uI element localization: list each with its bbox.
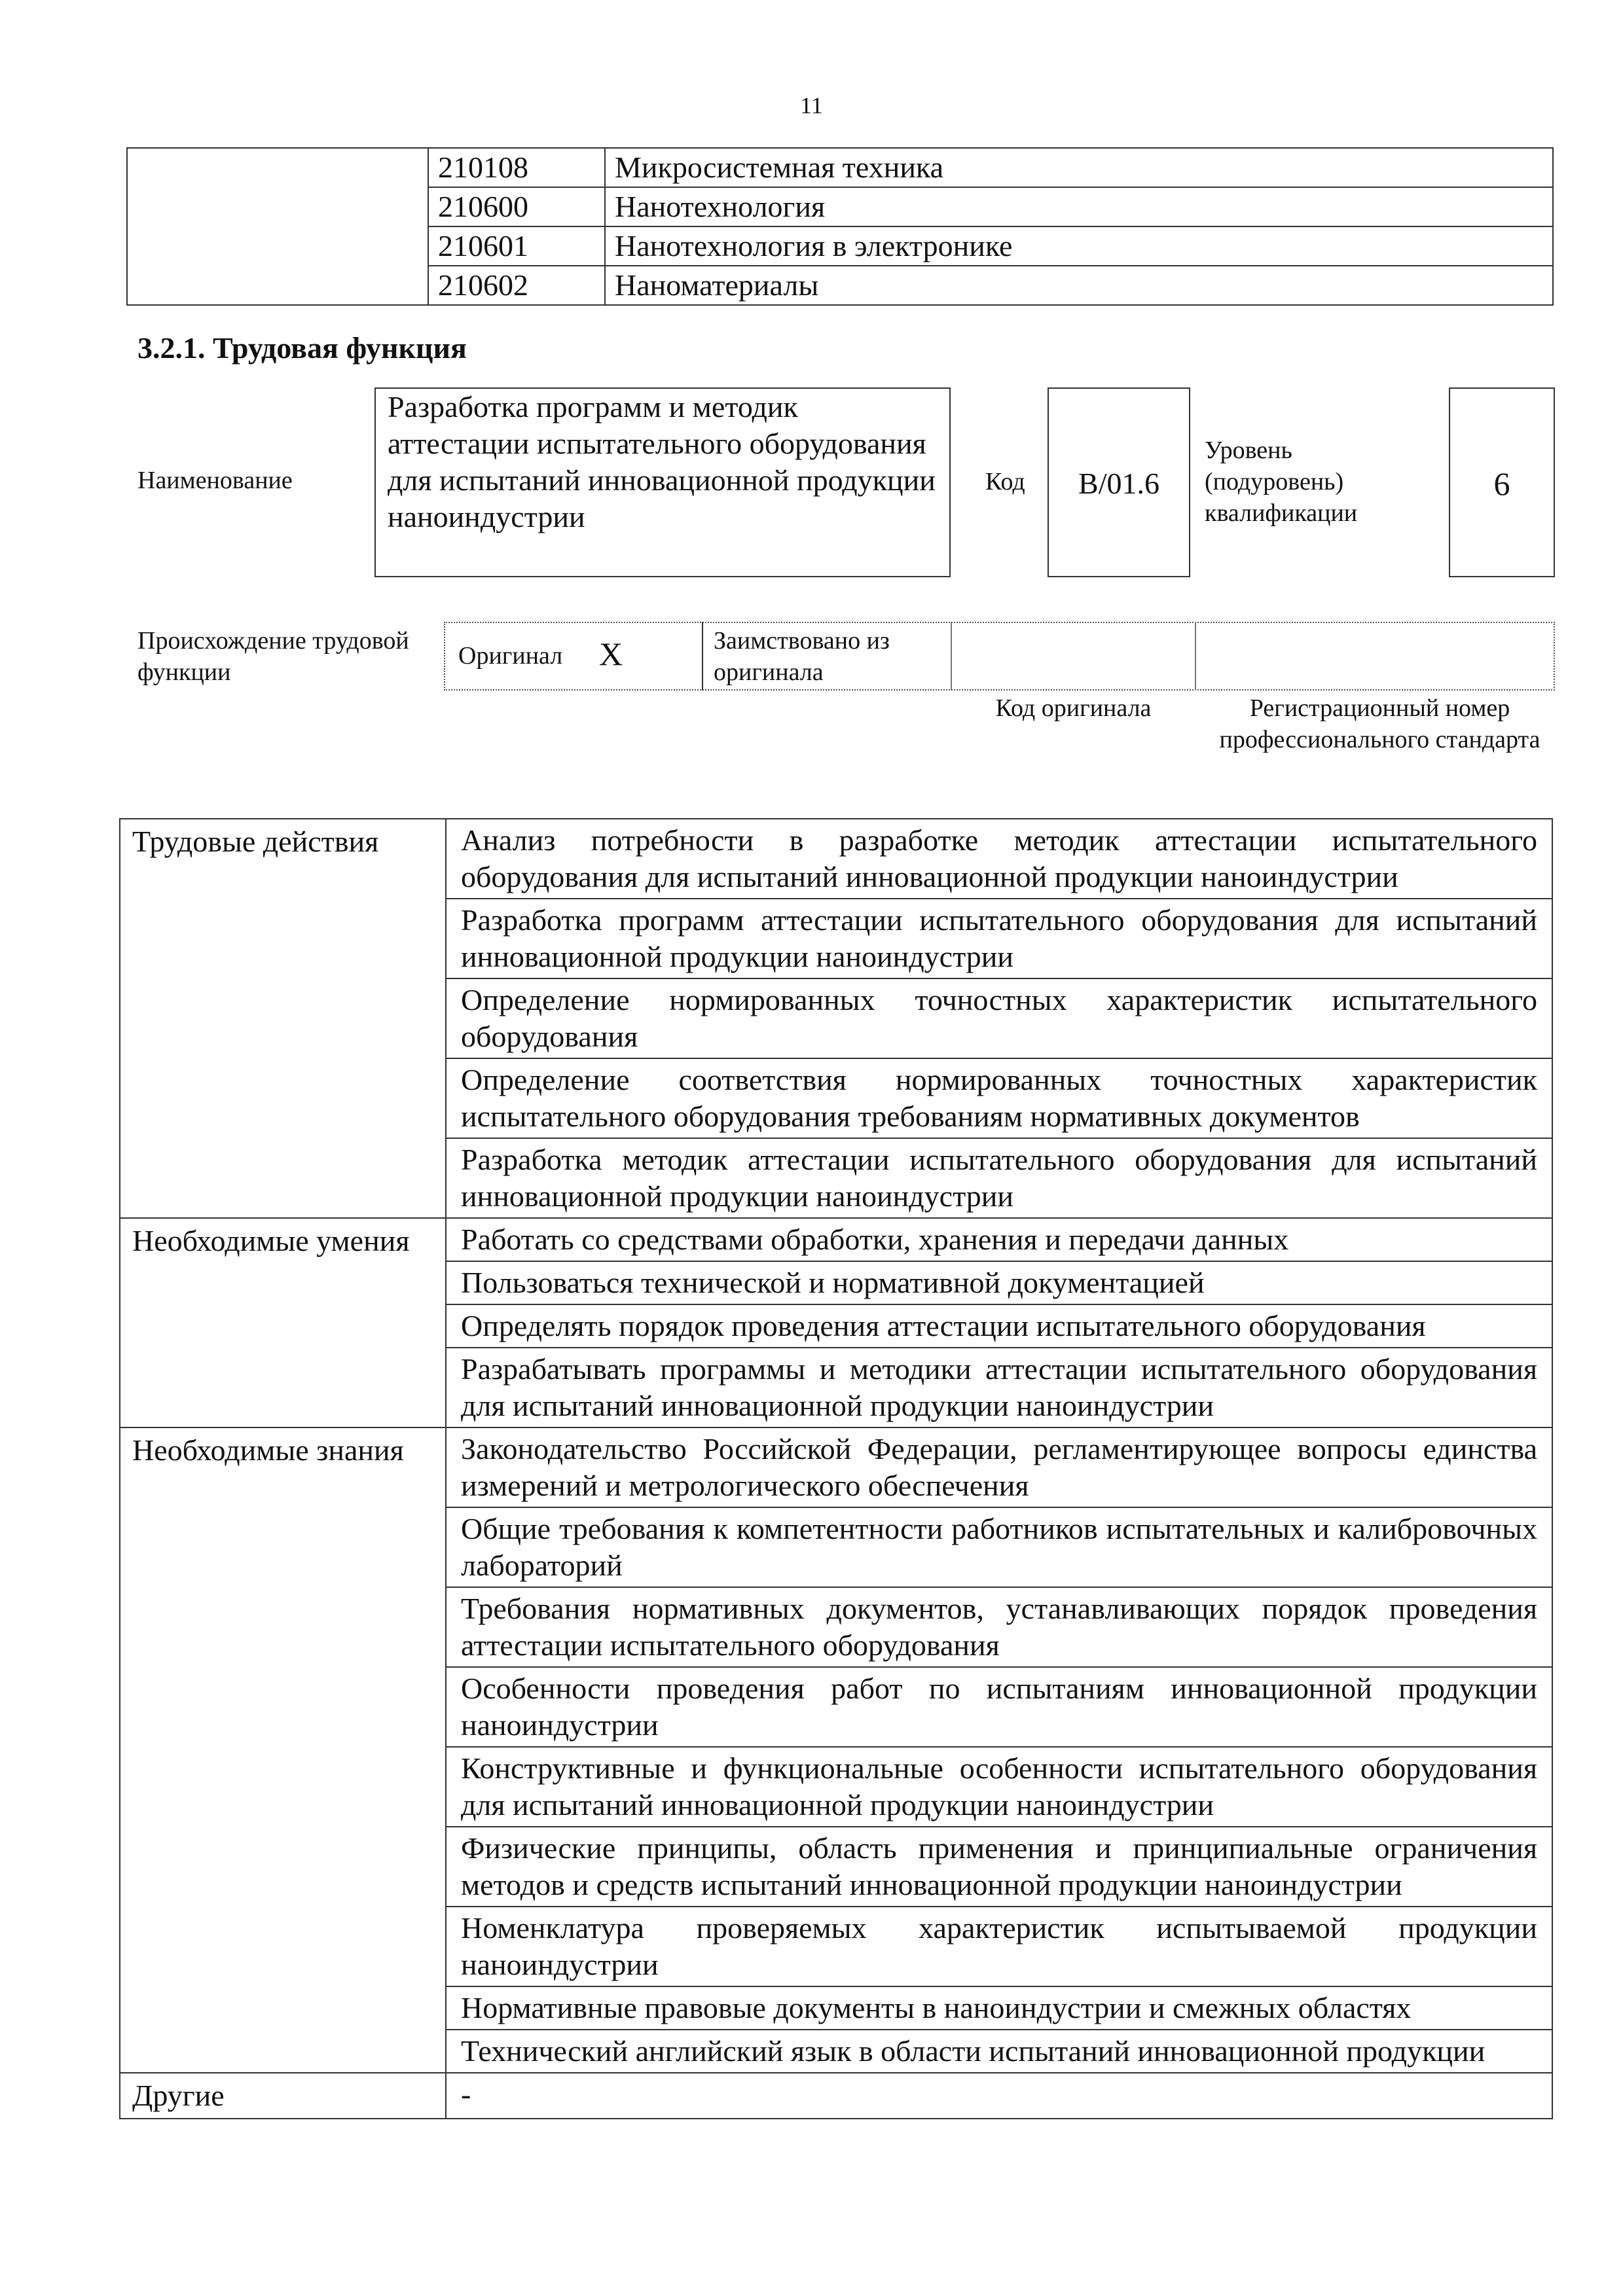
original-label: Оригинал — [458, 642, 563, 670]
codes-name-cell: Микросистемная техника — [605, 148, 1553, 187]
requirement-item: Разработка программ аттестации испытательного оборудования для испытаний инновационной продукции наноиндустрии — [446, 899, 1552, 978]
level-value-box — [1449, 387, 1555, 577]
codes-name-cell: Нанотехнология — [605, 187, 1553, 226]
requirement-item: Анализ потребности в разработке методик аттестации испытательного оборудования для испытаний инновационной продукции наноиндустрии — [446, 819, 1552, 899]
code-label: Код — [985, 468, 1025, 495]
origin-divider — [951, 622, 952, 691]
code-original-caption: Код оригинала — [995, 694, 1152, 722]
level-label: Уровень (подуровень) квалификации — [1205, 437, 1358, 527]
codes-blank-cell — [127, 148, 428, 305]
requirement-item: Общие требования к компетентности работников испытательных и калибровочных лабораторий — [446, 1507, 1552, 1587]
requirement-item: Определять порядок проведения аттестации испытательного оборудования — [446, 1304, 1552, 1348]
category-cell: Необходимые знания — [120, 1427, 446, 2073]
original-mark: X — [599, 636, 623, 672]
requirements-table — [119, 818, 1553, 2119]
requirement-item: Разрабатывать программы и методики аттестации испытательного оборудования для испытаний инновационной продукции наноиндустрии — [446, 1348, 1552, 1427]
requirement-item: Определение нормированных точностных характеристик испытательного оборудования — [446, 978, 1552, 1058]
requirement-item: Законодательство Российской Федерации, регламентирующее вопросы единства измерений и метрологического обеспечения — [446, 1427, 1552, 1507]
reg-number-caption: Регистрационный номер профессионального стандарта — [1219, 694, 1541, 753]
level-value: 6 — [1493, 465, 1510, 502]
codes-name-cell: Наноматериалы — [605, 266, 1553, 305]
requirement-item: Номенклатура проверяемых характеристик испытываемой продукции наноиндустрии — [446, 1907, 1552, 1986]
codes-table — [126, 147, 1554, 306]
category-cell: Другие — [120, 2073, 446, 2119]
requirement-item: Технический английский язык в области испытаний инновационной продукции — [446, 2030, 1552, 2073]
category-cell: Необходимые умения — [120, 1218, 446, 1427]
function-name-value: Разработка программ и методик аттестации испытательного оборудования для испытаний инновационной продукции наноиндустрии — [388, 390, 936, 533]
origin-label: Происхождение трудовой функции — [137, 627, 409, 686]
codes-code-cell: 210602 — [428, 266, 605, 305]
name-label: Наименование — [137, 467, 293, 494]
requirement-item: - — [446, 2073, 1552, 2119]
requirement-item: Определение соответствия нормированных точностных характеристик испытательного оборудования требованиям нормативных документов — [446, 1058, 1552, 1138]
origin-divider — [1195, 622, 1196, 691]
origin-divider — [702, 622, 703, 691]
borrowed-label: Заимствовано из оригинала — [714, 627, 890, 686]
codes-code-cell: 210600 — [428, 187, 605, 226]
category-cell: Трудовые действия — [120, 819, 446, 1218]
code-value-box — [1048, 387, 1190, 577]
function-name-box — [374, 387, 951, 577]
requirement-item: Разработка методик аттестации испытательного оборудования для испытаний инновационной продукции наноиндустрии — [446, 1138, 1552, 1218]
requirement-item: Физические принципы, область применения и принципиальные ограничения методов и средств испытаний инновационной продукции наноиндустрии — [446, 1827, 1552, 1907]
requirement-item: Особенности проведения работ по испытаниям инновационной продукции наноиндустрии — [446, 1667, 1552, 1747]
requirements-row — [120, 2073, 1552, 2119]
requirements-row — [120, 819, 1552, 899]
codes-code-cell: 210601 — [428, 226, 605, 266]
codes-name-cell: Нанотехнология в электронике — [605, 226, 1553, 266]
requirement-item: Нормативные правовые документы в наноиндустрии и смежных областях — [446, 1986, 1552, 2030]
section-title: 3.2.1. Трудовая функция — [137, 331, 467, 365]
requirements-row — [120, 1427, 1552, 1507]
page-number: 11 — [800, 92, 823, 118]
codes-code-cell: 210108 — [428, 148, 605, 187]
requirements-row — [120, 1218, 1552, 1261]
code-value: B/01.6 — [1078, 467, 1159, 500]
codes-row — [127, 148, 1553, 187]
requirement-item: Работать со средствами обработки, хранения и передачи данных — [446, 1218, 1552, 1261]
requirement-item: Пользоваться технической и нормативной документацией — [446, 1261, 1552, 1304]
requirement-item: Конструктивные и функциональные особенности испытательного оборудования для испытаний инновационной продукции наноиндустрии — [446, 1747, 1552, 1827]
requirement-item: Требования нормативных документов, устанавливающих порядок проведения аттестации испытательного оборудования — [446, 1587, 1552, 1667]
